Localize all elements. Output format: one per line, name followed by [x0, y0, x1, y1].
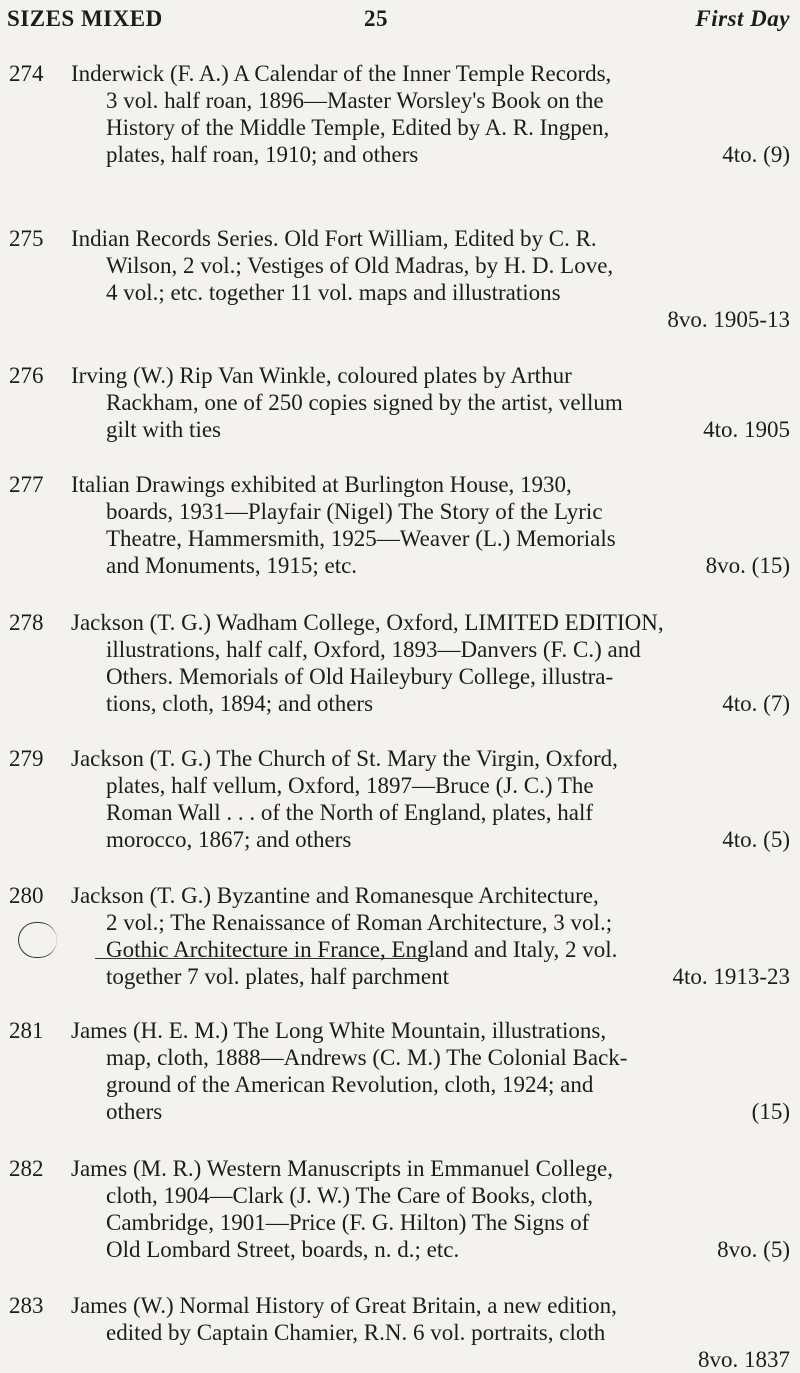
- lot-number: 280: [9, 883, 44, 908]
- lot-number: 276: [9, 363, 44, 388]
- lot-number: 278: [9, 610, 44, 635]
- format-and-date: 8vo. 1905-13: [667, 307, 790, 332]
- format-and-date: 4to. 1913-23: [672, 964, 790, 989]
- lot-number: 282: [9, 1156, 44, 1181]
- format-and-date: 4to. (7): [722, 691, 790, 716]
- page-header: [7, 6, 790, 50]
- entry-text-line: Irving (W.) Rip Van Winkle, coloured plates by Arthur: [71, 363, 572, 388]
- entry-text-line: gilt with ties: [106, 417, 221, 442]
- entry-text-line: Rackham, one of 250 copies signed by the artist, vellum: [106, 390, 623, 415]
- entry-text-line: edited by Captain Chamier, R.N. 6 vol. portraits, cloth: [106, 1320, 606, 1345]
- entry-text-line: illustrations, half calf, Oxford, 1893—Danvers (F. C.) and: [106, 637, 641, 662]
- entry-text-line: Italian Drawings exhibited at Burlington House, 1930,: [71, 472, 572, 497]
- entry-text-line: Indian Records Series. Old Fort William, Edited by C. R.: [71, 226, 597, 251]
- entry-text-line: Cambridge, 1901—Price (F. G. Hilton) The Signs of: [106, 1210, 590, 1235]
- entry-text-line: Gothic Architecture in France, England and Italy, 2 vol.: [106, 937, 618, 962]
- entry-text-line: 4 vol.; etc. together 11 vol. maps and illustrations: [106, 280, 561, 305]
- header-day: First Day: [695, 6, 790, 31]
- format-and-date: 8vo. 1837: [698, 1347, 790, 1372]
- format-and-date: 4to. (9): [722, 142, 790, 167]
- entry-text-line: and Monuments, 1915; etc.: [106, 553, 358, 578]
- entry-text-line: Jackson (T. G.) Byzantine and Romanesque Architecture,: [71, 883, 599, 908]
- entry-text-line: 3 vol. half roan, 1896—Master Worsley's Book on the: [106, 88, 604, 113]
- entry-text-line: History of the Middle Temple, Edited by A. R. Ingpen,: [106, 115, 610, 140]
- entry-text-line: cloth, 1904—Clark (J. W.) The Care of Books, cloth,: [106, 1183, 593, 1208]
- entry-text-line: plates, half roan, 1910; and others: [106, 142, 419, 167]
- format-and-date: (15): [751, 1099, 790, 1124]
- entry-text-line: together 7 vol. plates, half parchment: [106, 964, 449, 989]
- entry-text-line: plates, half vellum, Oxford, 1897—Bruce (J. C.) The: [106, 773, 594, 798]
- entry-text-line: James (H. E. M.) The Long White Mountain, illustrations,: [71, 1018, 607, 1043]
- entry-text-line: ground of the American Revolution, cloth, 1924; and: [106, 1072, 594, 1097]
- entry-text-line: morocco, 1867; and others: [106, 827, 352, 852]
- entry-text-line: James (W.) Normal History of Great Britain, a new edition,: [71, 1293, 617, 1318]
- format-and-date: 8vo. (5): [717, 1237, 790, 1262]
- header-section: SIZES MIXED: [7, 6, 163, 31]
- lot-number: 283: [9, 1293, 44, 1318]
- handwritten-underline: [95, 958, 425, 959]
- lot-number: 274: [9, 61, 44, 86]
- entry-text-line: tions, cloth, 1894; and others: [106, 691, 374, 716]
- entry-text-line: Wilson, 2 vol.; Vestiges of Old Madras, by H. D. Love,: [106, 253, 614, 278]
- entry-text-line: others: [106, 1099, 163, 1124]
- entry-text-line: James (M. R.) Western Manuscripts in Emmanuel College,: [71, 1156, 613, 1181]
- entry-text-line: Inderwick (F. A.) A Calendar of the Inner Temple Records,: [71, 61, 612, 86]
- format-and-date: 4to. 1905: [703, 417, 790, 442]
- entry-text-line: Jackson (T. G.) Wadham College, Oxford, LIMITED EDITION,: [71, 610, 664, 635]
- lot-number: 279: [9, 746, 44, 771]
- entry-text-line: Theatre, Hammersmith, 1925—Weaver (L.) Memorials: [106, 526, 616, 551]
- lot-number: 281: [9, 1018, 44, 1043]
- handwritten-margin-mark: [18, 922, 57, 958]
- entry-text-line: Jackson (T. G.) The Church of St. Mary the Virgin, Oxford,: [71, 746, 618, 771]
- entry-text-line: map, cloth, 1888—Andrews (C. M.) The Colonial Back-: [106, 1045, 628, 1070]
- lot-number: 277: [9, 472, 44, 497]
- page-number: 25: [364, 6, 388, 31]
- entry-text-line: [106, 1346, 790, 1373]
- entry-text-line: 2 vol.; The Renaissance of Roman Architecture, 3 vol.;: [106, 910, 613, 935]
- entry-text-line: boards, 1931—Playfair (Nigel) The Story of the Lyric: [106, 499, 603, 524]
- entry-text-line: Roman Wall . . . of the North of England, plates, half: [106, 800, 594, 825]
- format-and-date: 8vo. (15): [705, 553, 790, 578]
- lot-number: 275: [9, 226, 44, 251]
- entry-text-line: Old Lombard Street, boards, n. d.; etc.: [106, 1237, 460, 1262]
- entry-text-line: Others. Memorials of Old Haileybury College, illustra-: [106, 664, 614, 689]
- format-and-date: 4to. (5): [722, 827, 790, 852]
